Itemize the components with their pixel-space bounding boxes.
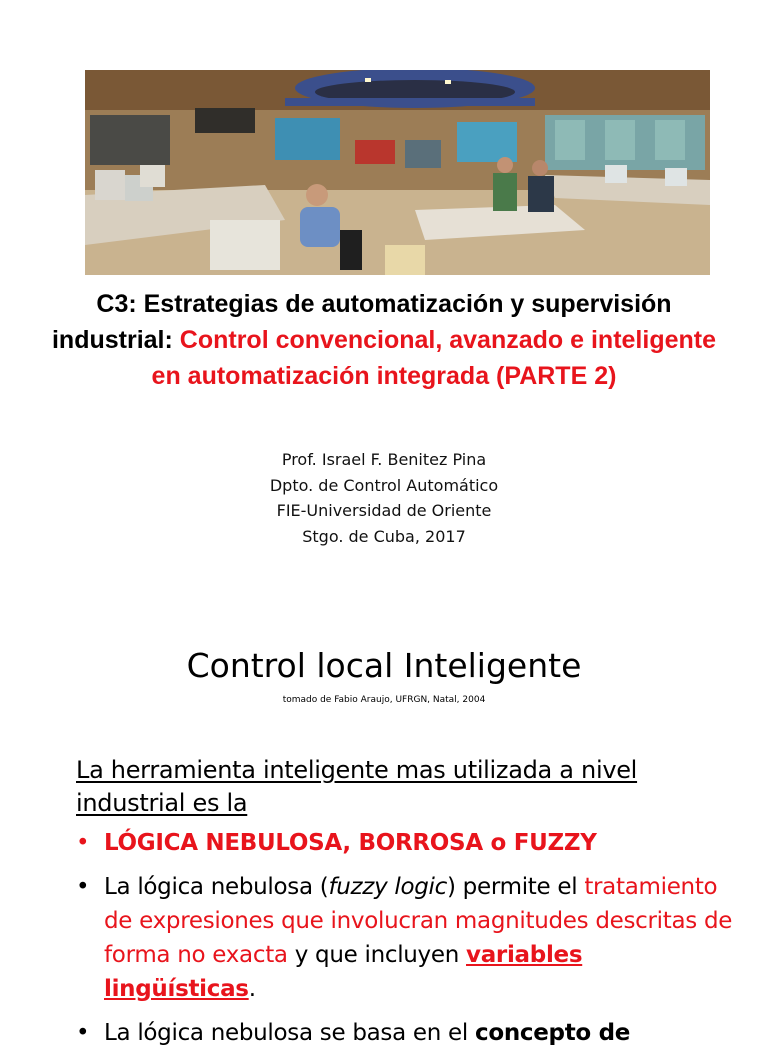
control-room-illustration [85, 70, 710, 275]
bullet-marker: • [76, 1020, 90, 1046]
bullet-item-concept [76, 1016, 736, 1050]
section-heading: Control local Inteligente [186, 646, 582, 685]
bullet-list [76, 826, 736, 1060]
definition-italic: fuzzy logic [328, 874, 447, 900]
bullet-marker: • [76, 874, 90, 900]
bullet-fuzzy-text: LÓGICA NEBULOSA, BORROSA o FUZZY [104, 830, 597, 856]
slide-title-highlight: Control convencional, avanzado e inteligente en automatización integrada (PARTE 2) [151, 326, 716, 390]
section-credit: tomado de Fabio Araujo, UFRGN, Natal, 2004 [282, 695, 486, 705]
bullet-item-fuzzy [76, 826, 736, 860]
bullet-marker: • [76, 830, 90, 856]
intro-text: La herramienta inteligente mas utilizada a nivel industrial es la [76, 756, 638, 817]
author-block [40, 447, 728, 549]
bullet-item-definition [76, 870, 736, 1006]
concept-part1: La lógica nebulosa se basa en el [104, 1020, 475, 1046]
definition-end: . [248, 976, 256, 1002]
definition-highlight: tratamiento de expresiones que involucran magnitudes descritas de forma no exacta [104, 874, 733, 968]
control-room-photo [85, 70, 710, 275]
definition-part1: La lógica nebulosa ( [104, 874, 329, 900]
linguistic-variables-link[interactable]: variables lingüísticas [104, 942, 583, 1002]
author-university: FIE-Universidad de Oriente [276, 501, 492, 520]
slide-title [40, 286, 728, 394]
author-department: Dpto. de Control Automático [269, 475, 499, 495]
slide-title-main: C3: Estrategias de automatización y supervisión industrial: [51, 290, 672, 354]
definition-part3: y que incluyen [287, 942, 467, 968]
concept-bold: concepto de [475, 1020, 631, 1046]
definition-part2: ) permite el [447, 874, 585, 900]
author-place-date: Stgo. de Cuba, 2017 [302, 526, 466, 546]
author-name: Prof. Israel F. Benitez Pina [281, 450, 487, 469]
